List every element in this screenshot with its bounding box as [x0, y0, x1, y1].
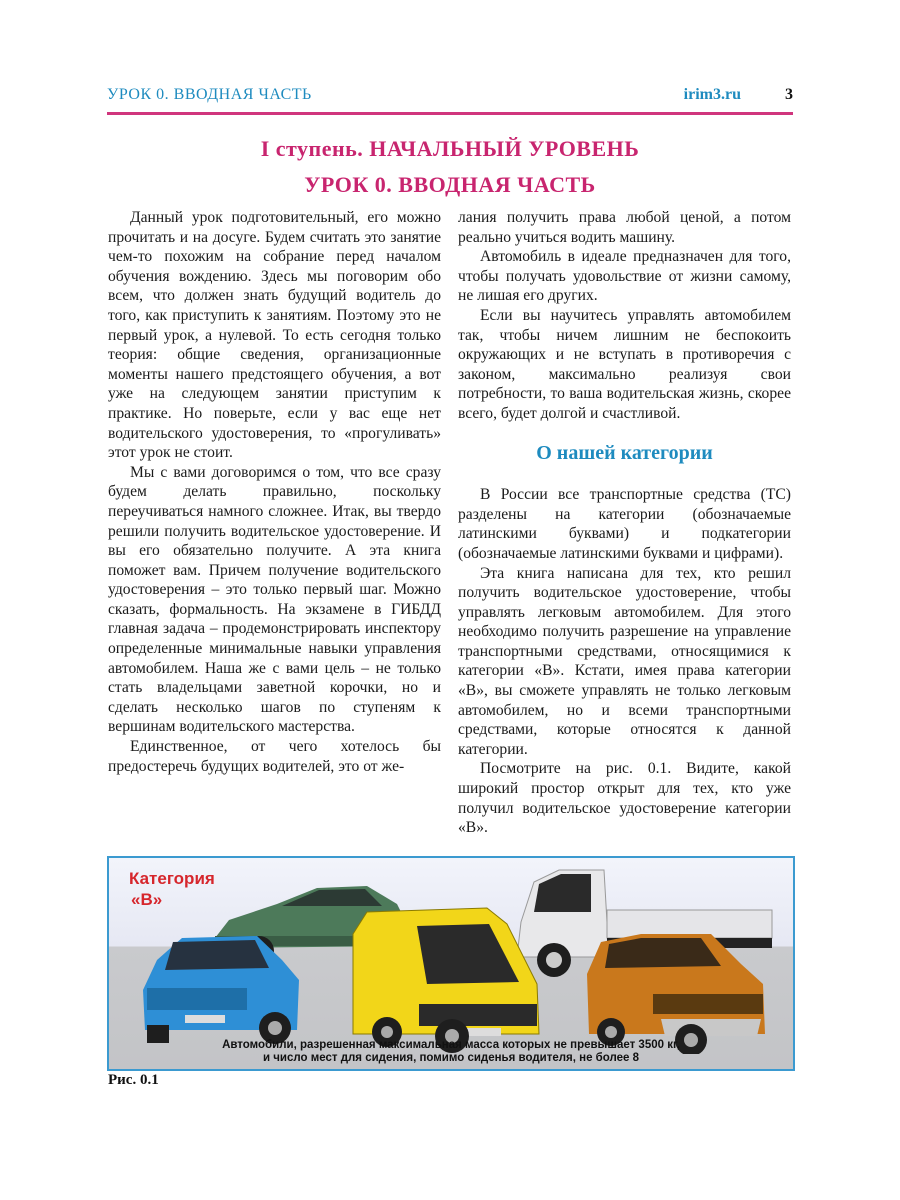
- category-label-line1: Категория: [129, 869, 215, 888]
- header-rule: [107, 112, 793, 115]
- page-number: 3: [785, 86, 793, 103]
- figure-category-b: [107, 856, 795, 1071]
- paragraph: Мы с вами договоримся о том, что все сразу будем делать правильно, поскольку переучиваться намного сложнее. Итак, вы твердо решили получить водительское удостоверение. И вы его обязательно получите. А эта книга поможет вам. Причем получение водительского удостоверения – это только первый шаг. Можно сказать, формальность. На экзамене в ГИБДД главная задача – продемонстрировать инспектору определенные минимальные навыки управления автомобилем. Наша же с вами цель – не только стать владельцами заветной корочки, но и сделать несколько шагов по ступеням к вершинам водительского мастерства.: [108, 463, 441, 736]
- caption-line1: Автомобили, разрешенная максимальная масса которых не превышает 3500 кг,: [222, 1039, 680, 1051]
- running-title: УРОК 0. ВВОДНАЯ ЧАСТЬ: [107, 86, 312, 103]
- blue-sedan-icon: [137, 930, 307, 1048]
- orange-suv-icon: [581, 924, 771, 1054]
- level-title: I ступень. НАЧАЛЬНЫЙ УРОВЕНЬ: [260, 136, 640, 161]
- section-heading: О нашей категории: [536, 441, 713, 464]
- site-link[interactable]: irim3.ru: [683, 86, 741, 103]
- paragraph: лания получить права любой ценой, а потом реально учиться водить машину.: [458, 209, 791, 246]
- category-label: [129, 868, 215, 910]
- paragraph: Посмотрите на рис. 0.1. Видите, какой широкий простор открыт для тех, кто уже получил водительское удостоверение категории «В».: [458, 760, 791, 837]
- paragraph: Если вы научитесь управлять автомобилем так, чтобы ничем лишним не беспокоить окружающих и не вступать в противоречия с законом, максимально реализуя свои потребности, то ваша водительская жизнь, скорее всего, будет долгой и счастливой.: [458, 306, 791, 422]
- paragraph: Данный урок подготовительный, его можно прочитать и на досуге. Будем считать это занятие чем-то похожим на собрание перед началом обучения вождению. Здесь мы поговорим обо всем, что должен знать будущий водитель до того, как приступить к занятиям. Поэтому это не первый урок, а нулевой. То есть сегодня только теория: общие сведения, организационные моменты нашего предстоящего обучения, а вот уже на следующем занятии приступим к практике. Но поверьте, если у вас еще нет водительского удостоверения, то «прогуливать» этот урок не стоит.: [108, 209, 441, 462]
- paragraph: Единственное, от чего хотелось бы предостеречь будущих водителей, это от же-: [108, 738, 441, 775]
- figure-label: Рис. 0.1: [108, 1072, 159, 1088]
- figure-caption: [109, 1039, 793, 1065]
- lesson-title: УРОК 0. ВВОДНАЯ ЧАСТЬ: [304, 172, 596, 197]
- right-column: [458, 208, 791, 838]
- paragraph: В России все транспортные средства (ТС) разделены на категории (обозначаемые латинскими буквами) и подкатегории (обозначаемые латинскими буквами и цифрами).: [458, 486, 791, 562]
- caption-line2: и число мест для сидения, помимо сиденья водителя, не более 8: [262, 1052, 640, 1064]
- paragraph: Автомобиль в идеале предназначен для того, чтобы получать удовольствие от жизни самому, не лишая его других.: [458, 248, 791, 305]
- paragraph: Эта книга написана для тех, кто решил получить водительское удостоверение, чтобы управлять легковым автомобилем. Для этого необходимо получить разрешение на управление транспортными средствами, относящимися к категории «В». Кстати, имея права категории «В», вы сможете управлять не только легковым автомобилем, но и всеми транспортными средствами, которые относятся к данной категории.: [458, 564, 791, 758]
- category-label-line2: «В»: [131, 890, 163, 909]
- yellow-van-icon: [347, 904, 543, 1054]
- left-column: [108, 208, 441, 776]
- running-head: [107, 86, 793, 110]
